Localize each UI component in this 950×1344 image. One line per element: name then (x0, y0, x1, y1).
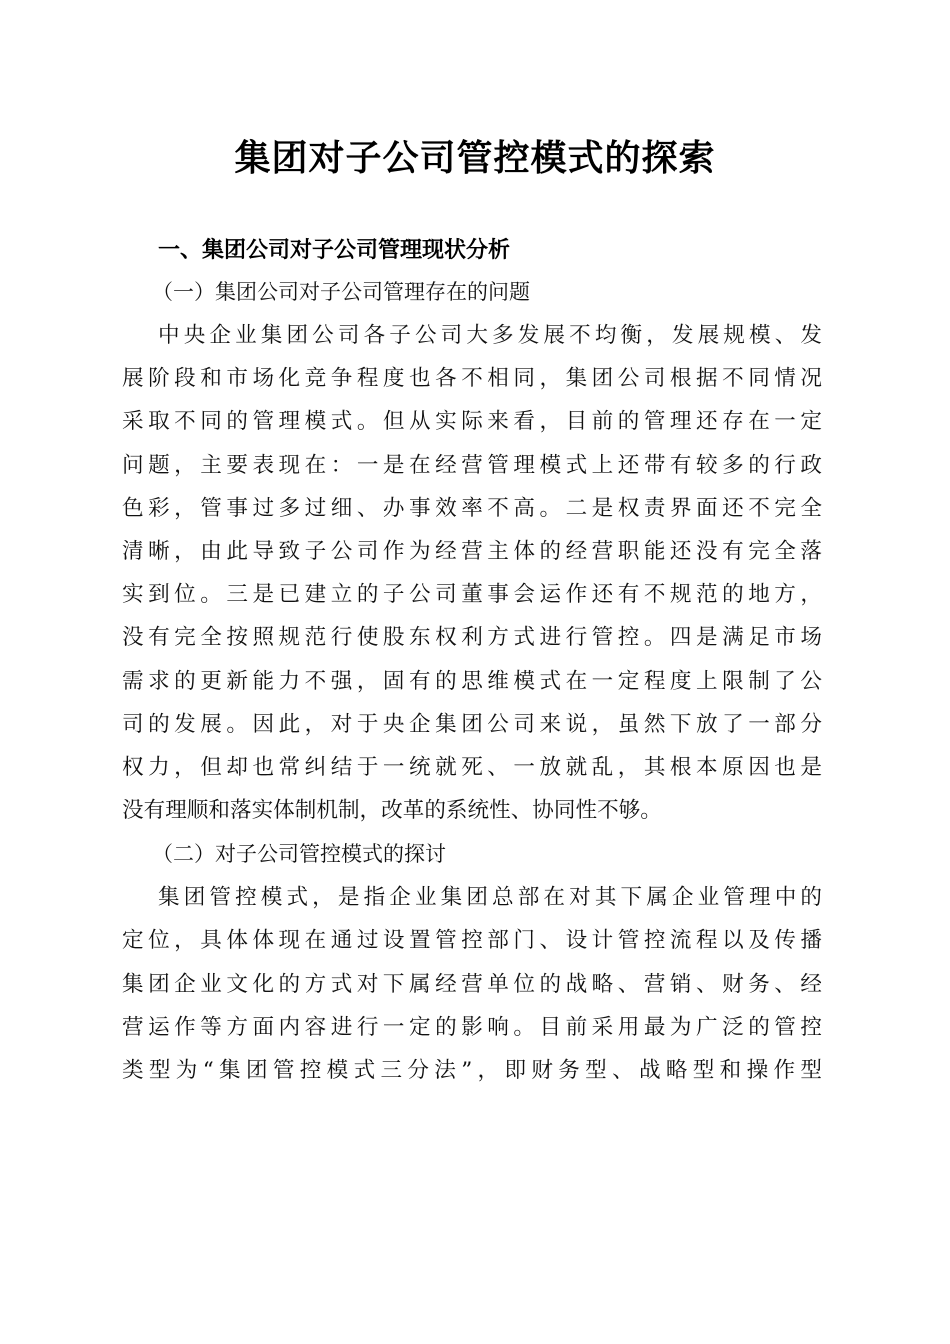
document-body (122, 232, 822, 1092)
paragraph-line: 色彩，管事过多过细、办事效率不高。二是权责界面还不完全 (122, 495, 822, 521)
paragraph-control-modes (122, 876, 822, 1092)
paragraph-line: 清晰，由此导致子公司作为经营主体的经营职能还没有完全落 (122, 538, 822, 564)
subsection-heading-1: （一）集团公司对子公司管理存在的问题 (152, 280, 530, 304)
paragraph-problems (122, 314, 822, 832)
paragraph-line: 展阶段和市场化竞争程度也各不相同，集团公司根据不同情况 (122, 366, 822, 392)
paragraph-line: 问题，主要表现在：一是在经营管理模式上还带有较多的行政 (122, 452, 822, 478)
paragraph-line: 实到位。三是已建立的子公司董事会运作还有不规范的地方， (122, 582, 822, 608)
paragraph-line: 集团企业文化的方式对下属经营单位的战略、营销、财务、经 (122, 971, 822, 997)
section-heading-1: 一、集团公司对子公司管理现状分析 (158, 238, 511, 263)
paragraph-line: 定位，具体体现在通过设置管控部门、设计管控流程以及传播 (122, 928, 822, 954)
paragraph-line: 司的发展。因此，对于央企集团公司来说，虽然下放了一部分 (122, 711, 822, 737)
paragraph-line: 类型为“集团管控模式三分法”，即财务型、战略型和操作型 (122, 1058, 822, 1083)
paragraph-line: 没有完全按照规范行使股东权利方式进行管控。四是满足市场 (122, 625, 822, 651)
paragraph-line: 权力，但却也常纠结于一统就死、一放就乱，其根本原因也是 (122, 754, 822, 780)
paragraph-line: 营运作等方面内容进行一定的影响。目前采用最为广泛的管控 (122, 1014, 822, 1040)
document-title: 集团对子公司管控模式的探索 (234, 137, 716, 179)
paragraph-line: 集团管控模式，是指企业集团总部在对其下属企业管理中的 (158, 885, 822, 911)
paragraph-line: 中央企业集团公司各子公司大多发展不均衡，发展规模、发 (158, 323, 822, 348)
paragraph-line: 没有理顺和落实体制机制，改革的系统性、协同性不够。 (122, 798, 662, 824)
paragraph-line: 需求的更新能力不强，固有的思维模式在一定程度上限制了公 (122, 668, 822, 694)
paragraph-line: 采取不同的管理模式。但从实际来看，目前的管理还存在一定 (122, 409, 822, 435)
subsection-heading-2: （二）对子公司管控模式的探讨 (152, 842, 446, 867)
